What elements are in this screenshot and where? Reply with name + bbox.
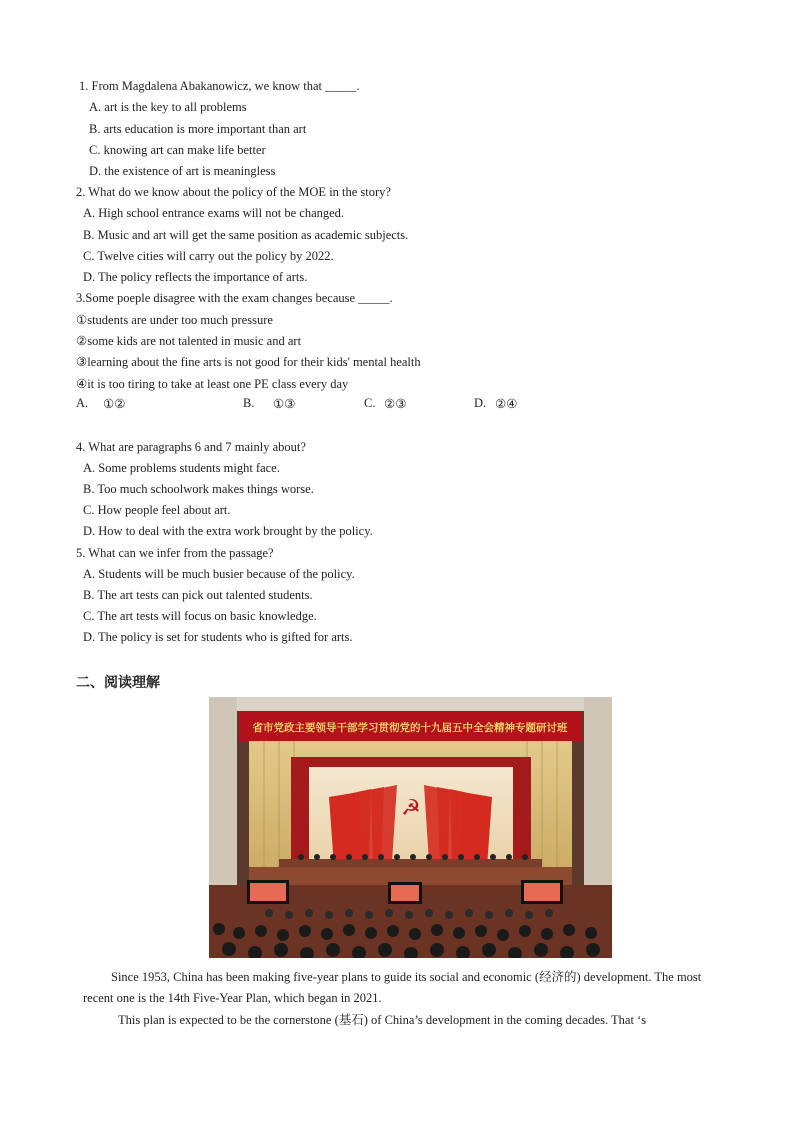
section-title: 二、阅读理解	[76, 675, 160, 691]
q5-option-c: C. The art tests will focus on basic knowledge.	[83, 609, 317, 623]
q1-option-b: B. arts education is more important than art	[89, 122, 307, 136]
q3-statement-1: ①students are under too much pressure	[76, 313, 273, 327]
q3-option-c-letter: C.	[364, 396, 376, 410]
q3-option-b-value: ①③	[273, 397, 296, 411]
q1-option-d: D. the existence of art is meaningless	[89, 164, 276, 178]
q5-option-b: B. The art tests can pick out talented students.	[83, 588, 313, 602]
q2-option-b: B. Music and art will get the same position as academic subjects.	[83, 228, 409, 242]
q3-statement-2: ②some kids are not talented in music and art	[76, 334, 302, 348]
q3-statement-4: ④it is too tiring to take at least one PE class every day	[76, 377, 349, 391]
q3-option-c-value: ②③	[384, 397, 407, 411]
q3-option-a-value: ①②	[103, 397, 126, 411]
q3-answer-options	[0, 396, 794, 414]
q5-option-a: A. Students will be much busier because of the policy.	[83, 567, 355, 581]
q5-stem: 5. What can we infer from the passage?	[76, 546, 274, 560]
q4-option-b: B. Too much schoolwork makes things worse.	[83, 482, 314, 496]
q3-statement-3: ③learning about the fine arts is not good for their kids' mental health	[76, 355, 421, 369]
passage-paragraph-1: Since 1953, China has been making five-year plans to guide its social and economic (经济的) development. The most recent one is the 14th Five-Year Plan, which began in 2021.	[83, 970, 702, 1005]
q3-option-a-letter: A.	[76, 396, 89, 410]
q3-option-d-letter: D.	[474, 396, 487, 410]
passage-paragraph-2: This plan is expected to be the cornerstone (基石) of China’s development in the coming decades. That ‘s	[118, 1013, 647, 1027]
q1-stem: 1. From Magdalena Abakanowicz, we know that _____.	[79, 79, 360, 93]
q2-option-d: D. The policy reflects the importance of arts.	[83, 270, 308, 284]
q3-option-d-value: ②④	[495, 397, 518, 411]
q2-stem: 2. What do we know about the policy of the MOE in the story?	[76, 185, 391, 199]
q2-option-c: C. Twelve cities will carry out the policy by 2022.	[83, 249, 334, 263]
banner-text: 省市党政主要领导干部学习贯彻党的十九届五中全会精神专题研讨班	[252, 722, 568, 734]
hammer-sickle-icon: ☭	[401, 796, 421, 821]
q4-stem: 4. What are paragraphs 6 and 7 mainly about?	[76, 440, 306, 454]
q2-option-a: A. High school entrance exams will not be changed.	[83, 206, 345, 220]
q3-option-b-letter: B.	[243, 396, 255, 410]
q4-option-a: A. Some problems students might face.	[83, 461, 280, 475]
q3-stem: 3.Some poeple disagree with the exam changes because _____.	[76, 291, 393, 305]
q1-option-c: C. knowing art can make life better	[89, 143, 266, 157]
conference-photo	[209, 697, 612, 958]
q4-option-c: C. How people feel about art.	[83, 503, 231, 517]
q5-option-d: D. The policy is set for students who is gifted for arts.	[83, 630, 353, 644]
q1-option-a: A. art is the key to all problems	[89, 100, 247, 114]
q4-option-d: D. How to deal with the extra work brought by the policy.	[83, 524, 373, 538]
